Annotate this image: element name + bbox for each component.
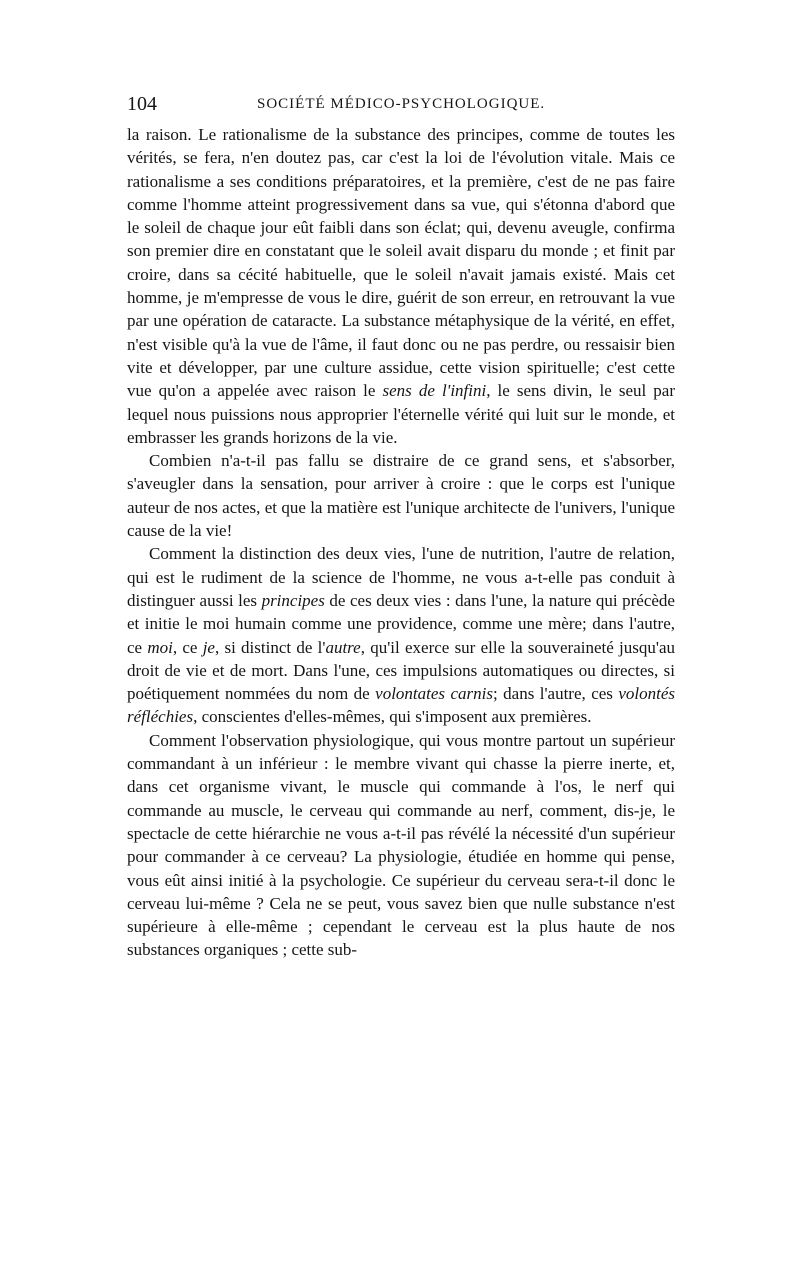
italic-phrase: sens de l'infini	[382, 381, 487, 401]
text-run: ; dans l'autre, ces	[492, 684, 619, 704]
text-run: , qu'il exerce sur elle la souveraineté jusqu'au droit de vie et de mort. Dans l'une, ces impulsions automatiques ou directes, si poétiquement nommées du nom de	[127, 637, 675, 704]
paragraph-1	[127, 123, 675, 449]
paragraph-2: Combien n'a-t-il pas fallu se distraire de ce grand sens, et s'absorber, s'aveugler dans la sensation, pour arriver à croire : que le corps est l'unique auteur de nos actes, et que la matière est l'unique architecte de l'univers, l'unique cause de la vie!	[127, 451, 675, 541]
running-header	[127, 93, 675, 117]
page-number: 104	[127, 93, 157, 115]
italic-word: moi	[147, 637, 173, 657]
italic-word: principes	[261, 590, 325, 610]
text-run: Comment la distinction des deux vies, l'une de nutrition, l'autre de relation, qui est le rudiment de la science de l'homme, ne vous a-t-elle pas conduit à distinguer aussi les	[127, 544, 675, 610]
italic-phrase: volontates carnis	[375, 684, 493, 704]
italic-word: autre	[325, 637, 361, 657]
text-run: , ce	[172, 637, 203, 657]
paragraph-4: Comment l'observation physiologique, qui vous montre partout un supérieur commandant à un inférieur : le membre vivant qui chasse la pierre inerte, et, dans cet organisme vivant, le muscle qui commande à l'os, le nerf qui commande au muscle, le cerveau qui commande au nerf, comment, dis-je, le spectacle de cette hiérarchie ne vous a-t-il pas révélé la nécessité d'un supérieur pour commander à ce cerveau? La physiologie, étudiée en homme qui pense, vous eût ainsi initié à la psychologie. Ce supérieur du cerveau sera-t-il donc le cerveau lui-même ? Cela ne se peut, vous savez bien que nulle substance n'est supérieure à elle-même ; cependant le cerveau est la plus haute de nos substances organiques ; cette sub-	[127, 730, 675, 960]
text-run: , conscientes d'elles-mêmes, qui s'imposent aux premières.	[193, 707, 592, 727]
text-run: , le sens divin, le seul par lequel nous puissions nous approprier l'éternelle vérité qui luit sur le monde, et embrasser les grands horizons de la vie.	[127, 381, 675, 447]
running-title: SOCIÉTÉ MÉDICO-PSYCHOLOGIQUE.	[257, 96, 546, 112]
text-run: de ces deux vies : dans l'une, la nature qui précède et initie le moi humain comme une providence, comme une mère; dans l'autre, ce	[127, 590, 675, 657]
italic-word: je	[202, 637, 215, 657]
body-text	[127, 123, 675, 962]
paragraph-3	[127, 542, 675, 728]
text-run: la raison. Le rationalisme de la substance des principes, comme de toutes les vérités, se fera, n'en doutez pas, car c'est la loi de l'évolution vitale. Mais ce rationalisme a ses conditions préparatoires, et la première, c'est de ne pas faire comme l'homme atteint progressivement dans sa vue, qui s'étonna d'abord que le soleil de chaque jour eût faibli dans son éclat; qui, devenu aveugle, confirma son premier dire en constatant que le soleil avait disparu du monde ; et finit par croire, dans sa cécité habituelle, que le soleil n'avait jamais existé. Mais cet homme, je m'empresse de vous le dire, guérit de son erreur, en retrouvant la vue par une opération de cataracte. La substance métaphysique de la vérité, en effet, n'est visible qu'à la vue de l'âme, il faut donc ou ne pas perdre, ou ressaisir bien vite et développer, par une culture assidue, cette vision spirituelle; c'est cette vue qu'on a appelée avec raison le	[127, 125, 675, 401]
italic-phrase: volontés réfléchies	[127, 684, 675, 727]
text-run: , si distinct de l'	[214, 637, 326, 657]
